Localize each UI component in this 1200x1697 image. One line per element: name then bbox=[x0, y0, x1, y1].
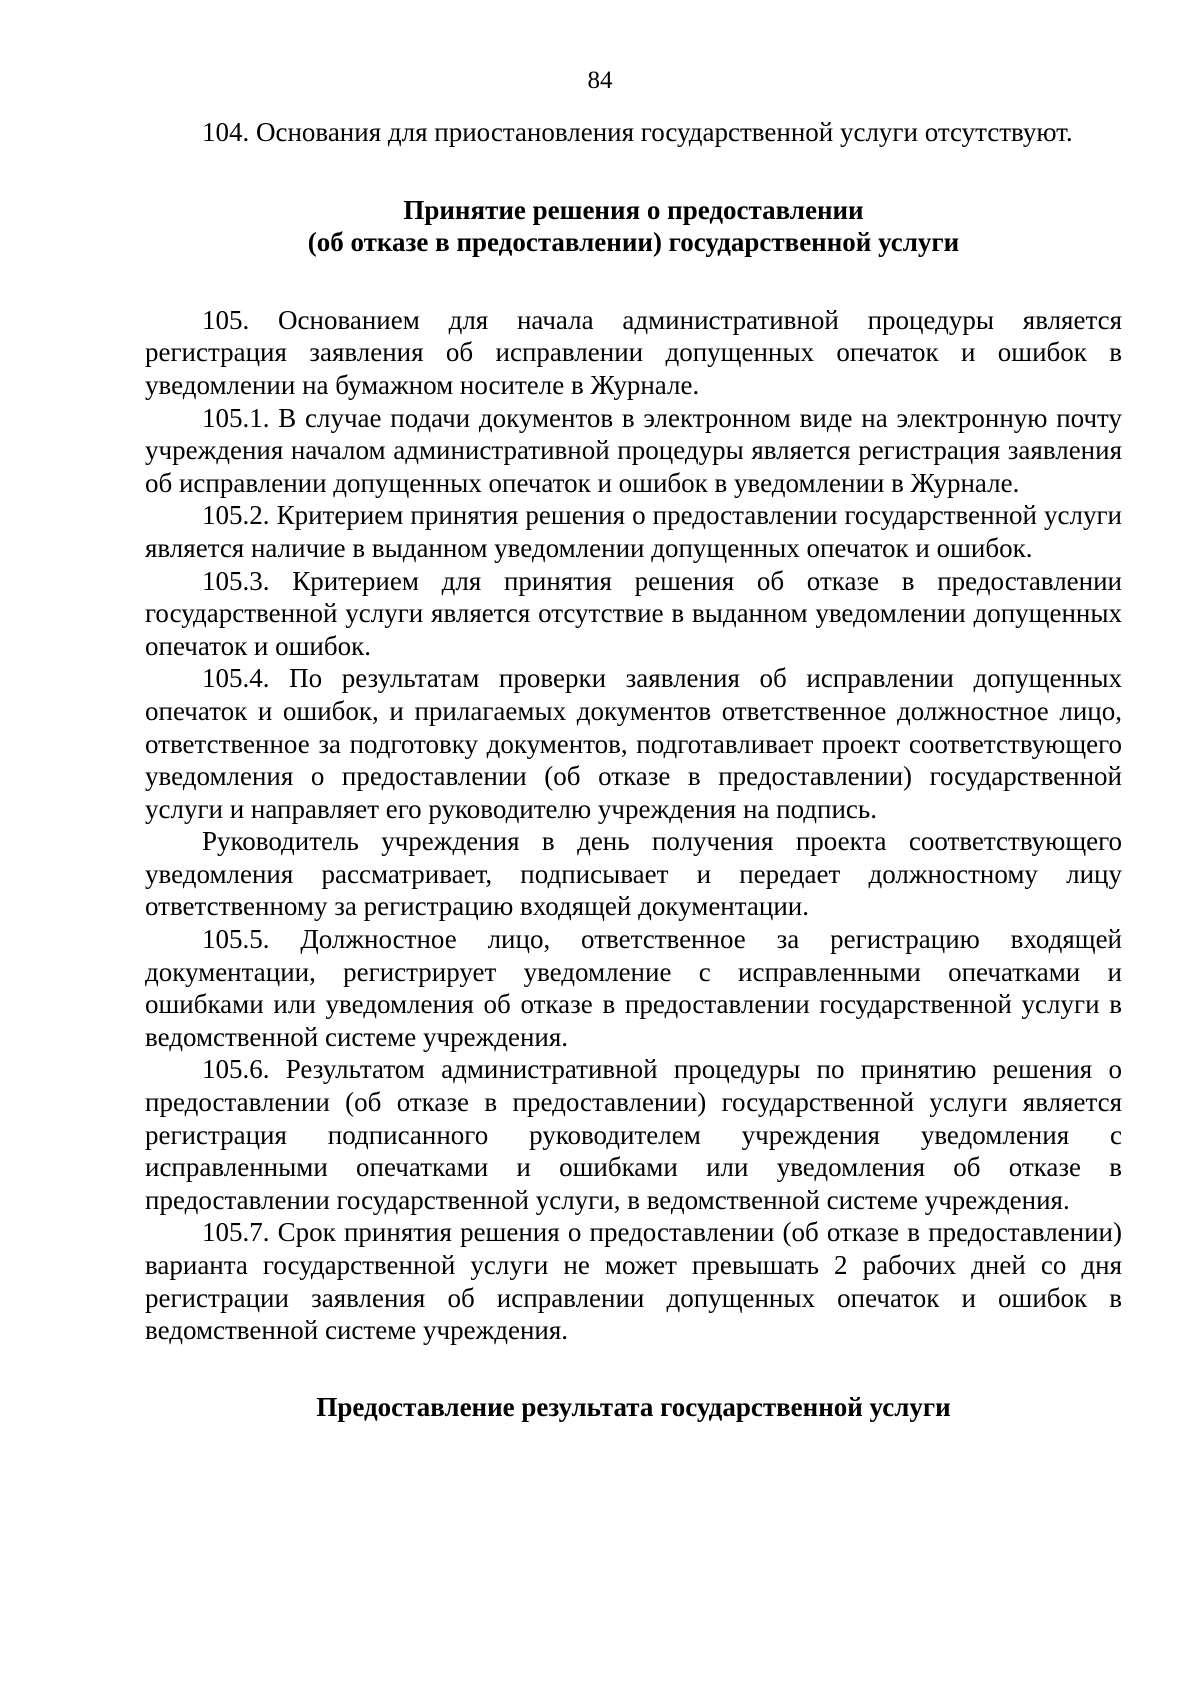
paragraph-105-4: 105.4. По результатам проверки заявления об исправлении допущенных опечаток и ошибок, и прилагаемых документов ответственное должностное лицо, ответственное за подготовку документов, подготавливает проект соответствующего уведомления о предоставлении (об отказе в предоставлении) государственной услуги и направляет его руководителю учреждения на подпись. bbox=[145, 663, 1122, 824]
paragraph-105-6: 105.6. Результатом административной процедуры по принятию решения о предоставлении (об отказе в предоставлении) государственной услуги является регистрация подписанного руководителем учреждения уведомления с исправленными опечатками и ошибками или уведомления об отказе в предоставлении государственной услуги, в ведомственной системе учреждения. bbox=[145, 1054, 1122, 1215]
page-number: 84 bbox=[587, 67, 613, 94]
section-heading-result: Предоставление результата государственной услуги bbox=[316, 1391, 951, 1422]
paragraph-105-7: 105.7. Срок принятия решения о предоставлении (об отказе в предоставлении) варианта государственной услуги не может превышать 2 рабочих дней со дня регистрации заявления об исправлении допущенных опечаток и ошибок в ведомственной системе учреждения. bbox=[145, 1217, 1122, 1346]
section-heading-decision bbox=[145, 194, 1122, 259]
paragraph-105-2: 105.2. Критерием принятия решения о предоставлении государственной услуги является наличие в выданном уведомлении допущенных опечаток и ошибок. bbox=[145, 500, 1122, 563]
paragraph-105: 105. Основанием для начала административной процедуры является регистрация заявления об исправлении допущенных опечаток и ошибок в уведомлении на бумажном носителе в Журнале. bbox=[145, 304, 1122, 400]
paragraph-105-5: 105.5. Должностное лицо, ответственное за регистрацию входящей документации, регистрирует уведомление с исправленными опечатками и ошибками или уведомления об отказе в предоставлении государственной услуги в ведомственной системе учреждения. bbox=[145, 924, 1122, 1052]
section-heading-line-2: (об отказе в предоставлении) государственной услуги bbox=[307, 227, 960, 258]
section-heading-line-1: Принятие решения о предоставлении bbox=[403, 194, 864, 225]
document-body bbox=[145, 116, 1122, 1423]
paragraph-head-of-institution: Руководитель учреждения в день получения проекта соответствующего уведомления рассматривает, подписывает и передает должностному лицу ответственному за регистрацию входящей документации. bbox=[145, 826, 1122, 922]
paragraph-105-3: 105.3. Критерием для принятия решения об отказе в предоставлении государственной услуги является отсутствие в выданном уведомлении допущенных опечаток и ошибок. bbox=[145, 565, 1122, 661]
paragraph-104: 104. Основания для приостановления государственной услуги отсутствуют. bbox=[202, 117, 1073, 147]
paragraph-105-1: 105.1. В случае подачи документов в электронном виде на электронную почту учреждения началом административной процедуры является регистрация заявления об исправлении допущенных опечаток и ошибок в уведомлении в Журнале. bbox=[145, 402, 1122, 498]
